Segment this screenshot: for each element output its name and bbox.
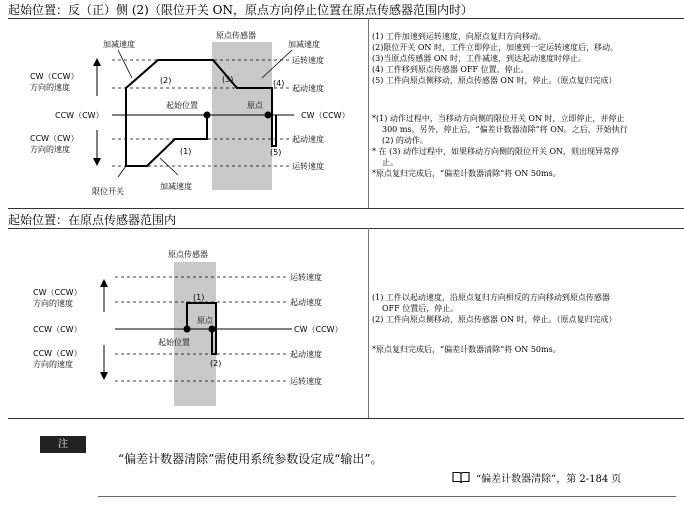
ccw-down-arrow-icon [100, 372, 108, 380]
run-speed-label: 运转速度 [290, 377, 322, 386]
section1-title: 起始位置：反（正）侧 (2)（限位开关 ON，原点方向停止位置在原点传感器范围内时） [8, 3, 473, 17]
book-icon [452, 471, 470, 484]
accel-decel-label: 加减速度 [288, 40, 320, 49]
section1-notes [372, 113, 628, 179]
page-reference-text: “偏差计数器清除”，第 2-184 页 [476, 474, 622, 485]
step-text: OFF 位置后，停止。 [382, 304, 459, 313]
cw-up-arrow-icon [100, 279, 108, 287]
run-speed-label: 运转速度 [292, 162, 324, 171]
ccw-speed-label: 方向的速度 [33, 360, 73, 369]
cw-speed-label: 方向的速度 [30, 83, 70, 92]
step-label: (2) [210, 359, 222, 368]
origin-sensor-band [212, 42, 272, 190]
section2-diagram [0, 228, 370, 420]
note-line: *原点复归完成后，“偏差计数器清除”将 ON 50ms。 [372, 169, 561, 178]
axis-right-label: CW（CCW） [294, 325, 343, 334]
section2-steps [372, 292, 617, 325]
section2-divider [368, 228, 369, 418]
ccw-down-arrow-icon [93, 158, 101, 166]
note-badge: 注 [40, 436, 86, 453]
step-text: (2)限位开关 ON 时，工件立即停止，加速到一定运转速度后，移动。 [372, 43, 618, 52]
note-text: “偏差计数器清除”需使用系统参数设定成“输出”。 [118, 452, 383, 466]
step-label: (2) [160, 76, 172, 85]
cw-speed-label: CW（CCW） [30, 72, 79, 81]
section1-divider [368, 18, 369, 208]
accel-decel-label: 加减速度 [160, 182, 192, 191]
start-speed-label: 起动速度 [290, 298, 322, 307]
section2-title: 起始位置：在原点传感器范围内 [8, 213, 177, 227]
axis-left-label: CCW（CW） [33, 325, 82, 334]
start-pos-dot [184, 326, 191, 333]
ccw-speed-label: 方向的速度 [30, 145, 70, 154]
origin-dot [209, 326, 216, 333]
note-line: (2) 的动作。 [382, 136, 428, 145]
ccw-speed-label: CCW（CW） [33, 349, 82, 358]
step-label: (4) [273, 79, 285, 88]
cw-speed-label: CW（CCW） [33, 288, 82, 297]
step-label: (5) [270, 148, 282, 157]
axis-right-label: CW（CCW） [301, 111, 350, 120]
page-reference-link[interactable] [452, 470, 621, 485]
accel-decel-label: 加减速度 [103, 40, 135, 49]
start-pos-label: 起始位置 [166, 101, 198, 110]
origin-label: 原点 [247, 101, 263, 110]
step-text: (1) 工件加速到运转速度，向原点复归方向移动。 [372, 32, 546, 41]
start-pos-dot [204, 112, 211, 119]
start-speed-label: 起动速度 [292, 84, 324, 93]
limit-switch-label: 限位开关 [92, 187, 124, 196]
start-pos-label: 起始位置 [158, 338, 190, 347]
section1-bottom-rule [8, 208, 684, 209]
cw-up-arrow-icon [93, 58, 101, 66]
step-text: (2) 工件向原点侧移动，原点传感器 ON 时，停止。（原点复归完成） [372, 315, 617, 324]
step-text: (1) 工件以起动速度，沿原点复归方向相反的方向移动到原点传感器 [372, 293, 610, 302]
origin-label: 原点 [197, 316, 213, 325]
run-speed-label: 运转速度 [292, 56, 324, 65]
step-label: (1) [193, 293, 205, 302]
step-text: (4) 工件移到原点传感器 OFF 位置，停止。 [372, 65, 529, 74]
ccw-speed-label: CCW（CW） [30, 134, 79, 143]
sensor-label: 原点传感器 [168, 250, 208, 259]
step-text: (5) 工件向原点侧移动，原点传感器 ON 时，停止。（原点复归完成） [372, 76, 617, 85]
note-line: 300 ms。另外，停止后，“偏差计数器清除”将 ON。之后，开始执行 [382, 125, 628, 134]
note-line: 止。 [382, 158, 398, 167]
cw-speed-label: 方向的速度 [33, 299, 73, 308]
note-line: *原点复归完成后，“偏差计数器清除”将 ON 50ms。 [372, 345, 561, 354]
section1-diagram [0, 18, 370, 208]
footer-rule [98, 496, 676, 497]
profile-path-lower [126, 115, 207, 166]
section1-steps [372, 31, 618, 86]
start-speed-label: 起动速度 [292, 135, 324, 144]
sensor-label: 原点传感器 [216, 31, 256, 40]
step-text: (3)当原点传感器 ON 时，工件减速，到达起动速度时停止。 [372, 54, 586, 63]
section2-bottom-rule [8, 418, 684, 419]
note-line: * 在 (3) 动作过程中，如果移动方向侧的限位开关 ON，则出现异常停 [372, 147, 620, 156]
note-line: *(1) 动作过程中，当移动方向侧的限位开关 ON 时，立即停止，并停止 [372, 114, 625, 123]
axis-left-label: CCW（CW） [55, 111, 104, 120]
step-label: (1) [180, 147, 192, 156]
origin-dot [265, 112, 272, 119]
origin-sensor-band [174, 262, 216, 406]
run-speed-label: 运转速度 [290, 273, 322, 282]
section2-notes [372, 344, 561, 355]
start-speed-label: 起动速度 [290, 350, 322, 359]
step-label: (3) [222, 75, 234, 84]
